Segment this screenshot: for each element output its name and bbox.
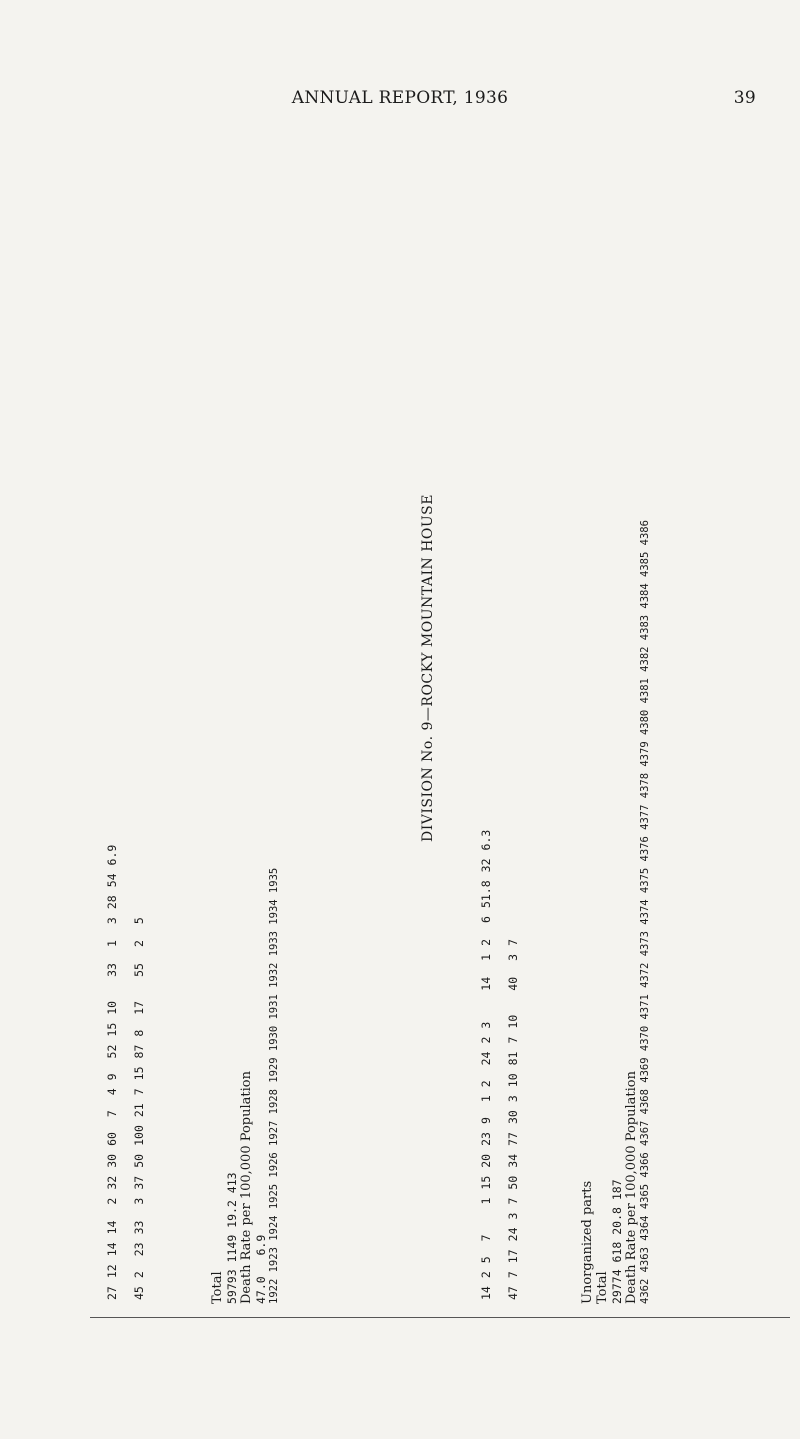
upper-total-cell: 3 — [104, 917, 119, 925]
lower-total-cell — [472, 1209, 499, 1224]
upper-total-cell: 14 — [104, 1220, 119, 1235]
upper-right-totals-row — [125, 841, 152, 1304]
lower-year: 4386 — [639, 520, 651, 546]
lower-rate-label: Death Rate per 100,000 Population — [624, 1071, 639, 1304]
upper-total-cell: 2 — [104, 1197, 119, 1205]
lower-year: 4385 — [639, 545, 651, 577]
lower-years — [639, 520, 651, 1304]
lower-summary-value: 187 — [610, 1179, 624, 1201]
lower-right-total-cell: 7 — [505, 1036, 520, 1044]
lower-year: 4381 — [639, 671, 651, 704]
upper-total-cell — [98, 981, 125, 989]
upper-year: 1927 — [268, 1114, 280, 1146]
lower-right-total-cell — [499, 854, 526, 876]
upper-total-cell: 32 — [104, 1175, 119, 1190]
upper-total-cell: 33 — [104, 963, 119, 977]
lower-total-cell: 23 — [478, 1132, 493, 1146]
lower-year: 4363 — [639, 1240, 651, 1273]
lower-right-total-cell: 7 — [505, 938, 520, 946]
upper-right-total-cell: 7 — [131, 1088, 146, 1096]
upper-total-cell: 15 — [104, 1022, 119, 1037]
lower-year: 4383 — [639, 608, 651, 641]
page-number: 39 — [733, 88, 756, 108]
lower-year: 4384 — [639, 576, 651, 609]
lower-year: 4379 — [639, 735, 651, 767]
upper-right-total-cell: 33 — [131, 1220, 146, 1235]
upper-total-cell: 6.9 — [104, 844, 119, 866]
lower-right-total-cell: 50 — [505, 1175, 520, 1190]
lower-total-cell: 14 — [478, 1286, 493, 1300]
lower-right-total-cell — [499, 927, 526, 935]
upper-total-cell: 4 — [104, 1088, 119, 1096]
upper-total-cell: 52 — [104, 1044, 119, 1059]
lower-year: 4366 — [639, 1145, 651, 1178]
lower-total-cell: 9 — [478, 1117, 493, 1125]
upper-total-cell: 27 — [104, 1286, 119, 1300]
lower-total-cell: 7 — [478, 1234, 493, 1242]
upper-year: 1925 — [268, 1177, 280, 1210]
lower-right-total-cell: 40 — [505, 976, 520, 991]
lower-total-cell: 1 — [478, 1095, 493, 1103]
upper-right-total-cell: 45 — [131, 1286, 146, 1300]
upper-year: 1928 — [268, 1082, 280, 1115]
lower-summary-value: 20.8 — [610, 1200, 624, 1235]
lower-right-total-cell: 7 — [505, 1271, 520, 1279]
upper-right-total-cell: 8 — [131, 1029, 146, 1037]
upper-total-cell: 9 — [104, 1073, 119, 1081]
lower-right-totals-row — [499, 826, 526, 1304]
upper-summary-value: 1149 — [225, 1227, 239, 1263]
upper-right-total-cell — [125, 928, 152, 936]
lower-total-cell: 32 — [478, 858, 493, 873]
lower-year: 4377 — [639, 798, 651, 830]
upper-year: 1933 — [268, 924, 280, 957]
running-head: ANNUAL REPORT, 1936 — [291, 88, 509, 108]
lower-unorganized: Unorganized parts — [580, 1180, 595, 1304]
lower-year: 4369 — [639, 1051, 651, 1083]
upper-year: 1926 — [268, 1145, 280, 1178]
division-caption: DIVISION No. 9—ROCKY MOUNTAIN HOUSE — [420, 494, 436, 843]
lower-right-total-cell: 24 — [505, 1227, 520, 1242]
lower-total-cell: 2 — [478, 1271, 493, 1279]
lower-summary-value: 618 — [610, 1234, 624, 1263]
upper-right-total-cell: 5 — [131, 917, 146, 925]
upper-total-cell — [98, 928, 125, 936]
lower-year: 4365 — [639, 1177, 651, 1210]
lower-year: 4374 — [639, 893, 651, 925]
lower-right-total-cell: 47 — [505, 1286, 520, 1300]
upper-summary-value: 19.2 — [225, 1193, 239, 1228]
upper-right-total-cell — [125, 841, 152, 870]
lower-total-cell — [472, 965, 499, 973]
lower-right-total-cell — [499, 965, 526, 973]
upper-right-total-cell: 87 — [131, 1044, 146, 1059]
upper-total-cell — [98, 1209, 125, 1217]
lower-total-cell: 5 — [478, 1256, 493, 1264]
lower-year: 4371 — [639, 987, 651, 1020]
lower-total-cell — [472, 1003, 499, 1011]
upper-right-total-cell — [125, 891, 152, 913]
upper-total-cell: 30 — [104, 1153, 119, 1168]
lower-right-total-cell: 10 — [505, 1014, 520, 1029]
upper-year: 1930 — [268, 1019, 280, 1052]
upper-rate-label: Death Rate per 100,000 Population — [239, 1071, 254, 1304]
lower-total-cell: 2 — [478, 1080, 493, 1088]
lower-year: 4364 — [639, 1209, 651, 1241]
upper-total-cell: 7 — [104, 1110, 119, 1118]
lower-total-cell: 1 — [478, 953, 493, 961]
lower-right-total-cell: 81 — [505, 1051, 520, 1066]
lower-table — [472, 826, 526, 1304]
upper-right-total-cell — [125, 989, 152, 997]
lower-right-total-cell: 10 — [505, 1073, 520, 1088]
lower-right-total-cell: 34 — [505, 1153, 520, 1168]
upper-right-total-cell: 3 — [131, 1197, 146, 1205]
lower-year: 4372 — [639, 956, 651, 988]
lower-right-total-cell — [499, 995, 526, 1003]
lower-year: 4378 — [639, 766, 651, 799]
lower-year: 4367 — [639, 1114, 651, 1146]
rotated-table — [90, 18, 790, 1318]
lower-summary — [580, 520, 651, 1304]
upper-total-cell: 1 — [104, 940, 119, 948]
lower-total-cell: 2 — [478, 1036, 493, 1044]
upper-total-cell: 54 — [104, 873, 119, 888]
upper-right-total-cell: 55 — [131, 963, 146, 977]
lower-total-cell — [472, 995, 499, 1003]
upper-year: 1929 — [268, 1051, 280, 1083]
lower-total-cell: 3 — [478, 1021, 493, 1029]
lower-year: 4382 — [639, 640, 651, 672]
upper-right-total-cell — [125, 1209, 152, 1217]
left-rule — [90, 1317, 790, 1318]
upper-total-cell: 12 — [104, 1264, 119, 1279]
upper-total-cell — [98, 951, 125, 959]
upper-right-total-cell: 2 — [131, 1271, 146, 1279]
lower-total-cell: 1 — [478, 1197, 493, 1205]
upper-total-cell: 10 — [104, 1000, 119, 1015]
lower-year: 4362 — [639, 1272, 651, 1304]
lower-total-cell: 6 — [478, 916, 493, 923]
lower-right-total-cell: 3 — [505, 1095, 520, 1103]
lower-year: 4380 — [639, 703, 651, 736]
lower-right-total-cell — [499, 876, 526, 912]
lower-right-total-cell: 77 — [505, 1132, 520, 1146]
lower-year: 4373 — [639, 924, 651, 957]
upper-year: 1932 — [268, 956, 280, 988]
upper-total-label: Total — [210, 1271, 225, 1304]
upper-year: 1935 — [268, 867, 280, 894]
upper-years — [268, 868, 280, 1304]
lower-right-total-cell: 7 — [505, 1197, 520, 1205]
lower-year: 4376 — [639, 829, 651, 862]
upper-right-total-cell: 100 — [131, 1125, 146, 1146]
lower-total-cell: 6.3 — [478, 829, 493, 851]
upper-year: 1931 — [268, 987, 280, 1020]
upper-pct — [254, 868, 268, 1304]
lower-totals-row — [472, 826, 499, 1304]
upper-year: 1923 — [268, 1240, 280, 1273]
upper-total-cell: 28 — [104, 895, 119, 910]
table-wrap — [90, 18, 790, 1318]
upper-right-total-cell: 37 — [131, 1175, 146, 1190]
upper-totals-row — [98, 841, 125, 1304]
lower-right-total-cell — [499, 826, 526, 855]
lower-total-values — [610, 520, 624, 1304]
upper-right-total-cell: 23 — [131, 1242, 146, 1257]
lower-total-label: Total — [595, 1271, 610, 1304]
lower-right-total-cell — [499, 1003, 526, 1011]
lower-right-total-cell: 30 — [505, 1110, 520, 1125]
upper-pct-b: 6.9 — [254, 1234, 268, 1256]
lower-year: 4375 — [639, 861, 651, 894]
upper-right-total-cell: 21 — [131, 1103, 146, 1118]
upper-year: 1934 — [268, 893, 280, 925]
upper-summary — [210, 868, 280, 1304]
lower-total-cell — [472, 927, 499, 935]
upper-total-cell: 14 — [104, 1242, 119, 1257]
upper-summary-value: 413 — [225, 1172, 239, 1194]
upper-right-total-cell: 15 — [131, 1066, 146, 1081]
upper-pct-a: 47.0 — [254, 1276, 268, 1304]
upper-right-total-cell: 2 — [131, 940, 146, 948]
upper-year: 1924 — [268, 1209, 280, 1241]
lower-total-cell: 14 — [478, 976, 493, 991]
lower-total-cell: 20 — [478, 1153, 493, 1168]
upper-right-total-cell: 17 — [131, 1000, 146, 1015]
upper-right-total-cell: 50 — [131, 1153, 146, 1168]
lower-right-total-cell — [499, 912, 526, 927]
lower-total-cell: 15 — [478, 1175, 493, 1190]
lower-summary-value: 29774 — [610, 1262, 624, 1304]
lower-right-total-cell: 3 — [505, 953, 520, 961]
upper-right-total-cell — [125, 869, 152, 891]
upper-table — [98, 841, 152, 1304]
lower-total-cell: 2 — [478, 938, 493, 946]
upper-summary-value: 59793 — [225, 1262, 239, 1304]
lower-right-total-cell: 17 — [505, 1249, 520, 1264]
lower-total-cell: 51.8 — [478, 880, 493, 909]
upper-total-values — [225, 868, 239, 1304]
lower-right-total-cell: 3 — [505, 1212, 520, 1220]
upper-total-cell — [98, 989, 125, 997]
lower-total-cell: 24 — [478, 1051, 493, 1066]
upper-right-total-cell — [125, 981, 152, 989]
upper-year: 1922 — [268, 1272, 280, 1304]
lower-year: 4368 — [639, 1082, 651, 1115]
upper-right-total-cell — [125, 951, 152, 959]
lower-year: 4370 — [639, 1019, 651, 1052]
upper-total-cell: 60 — [104, 1132, 119, 1146]
